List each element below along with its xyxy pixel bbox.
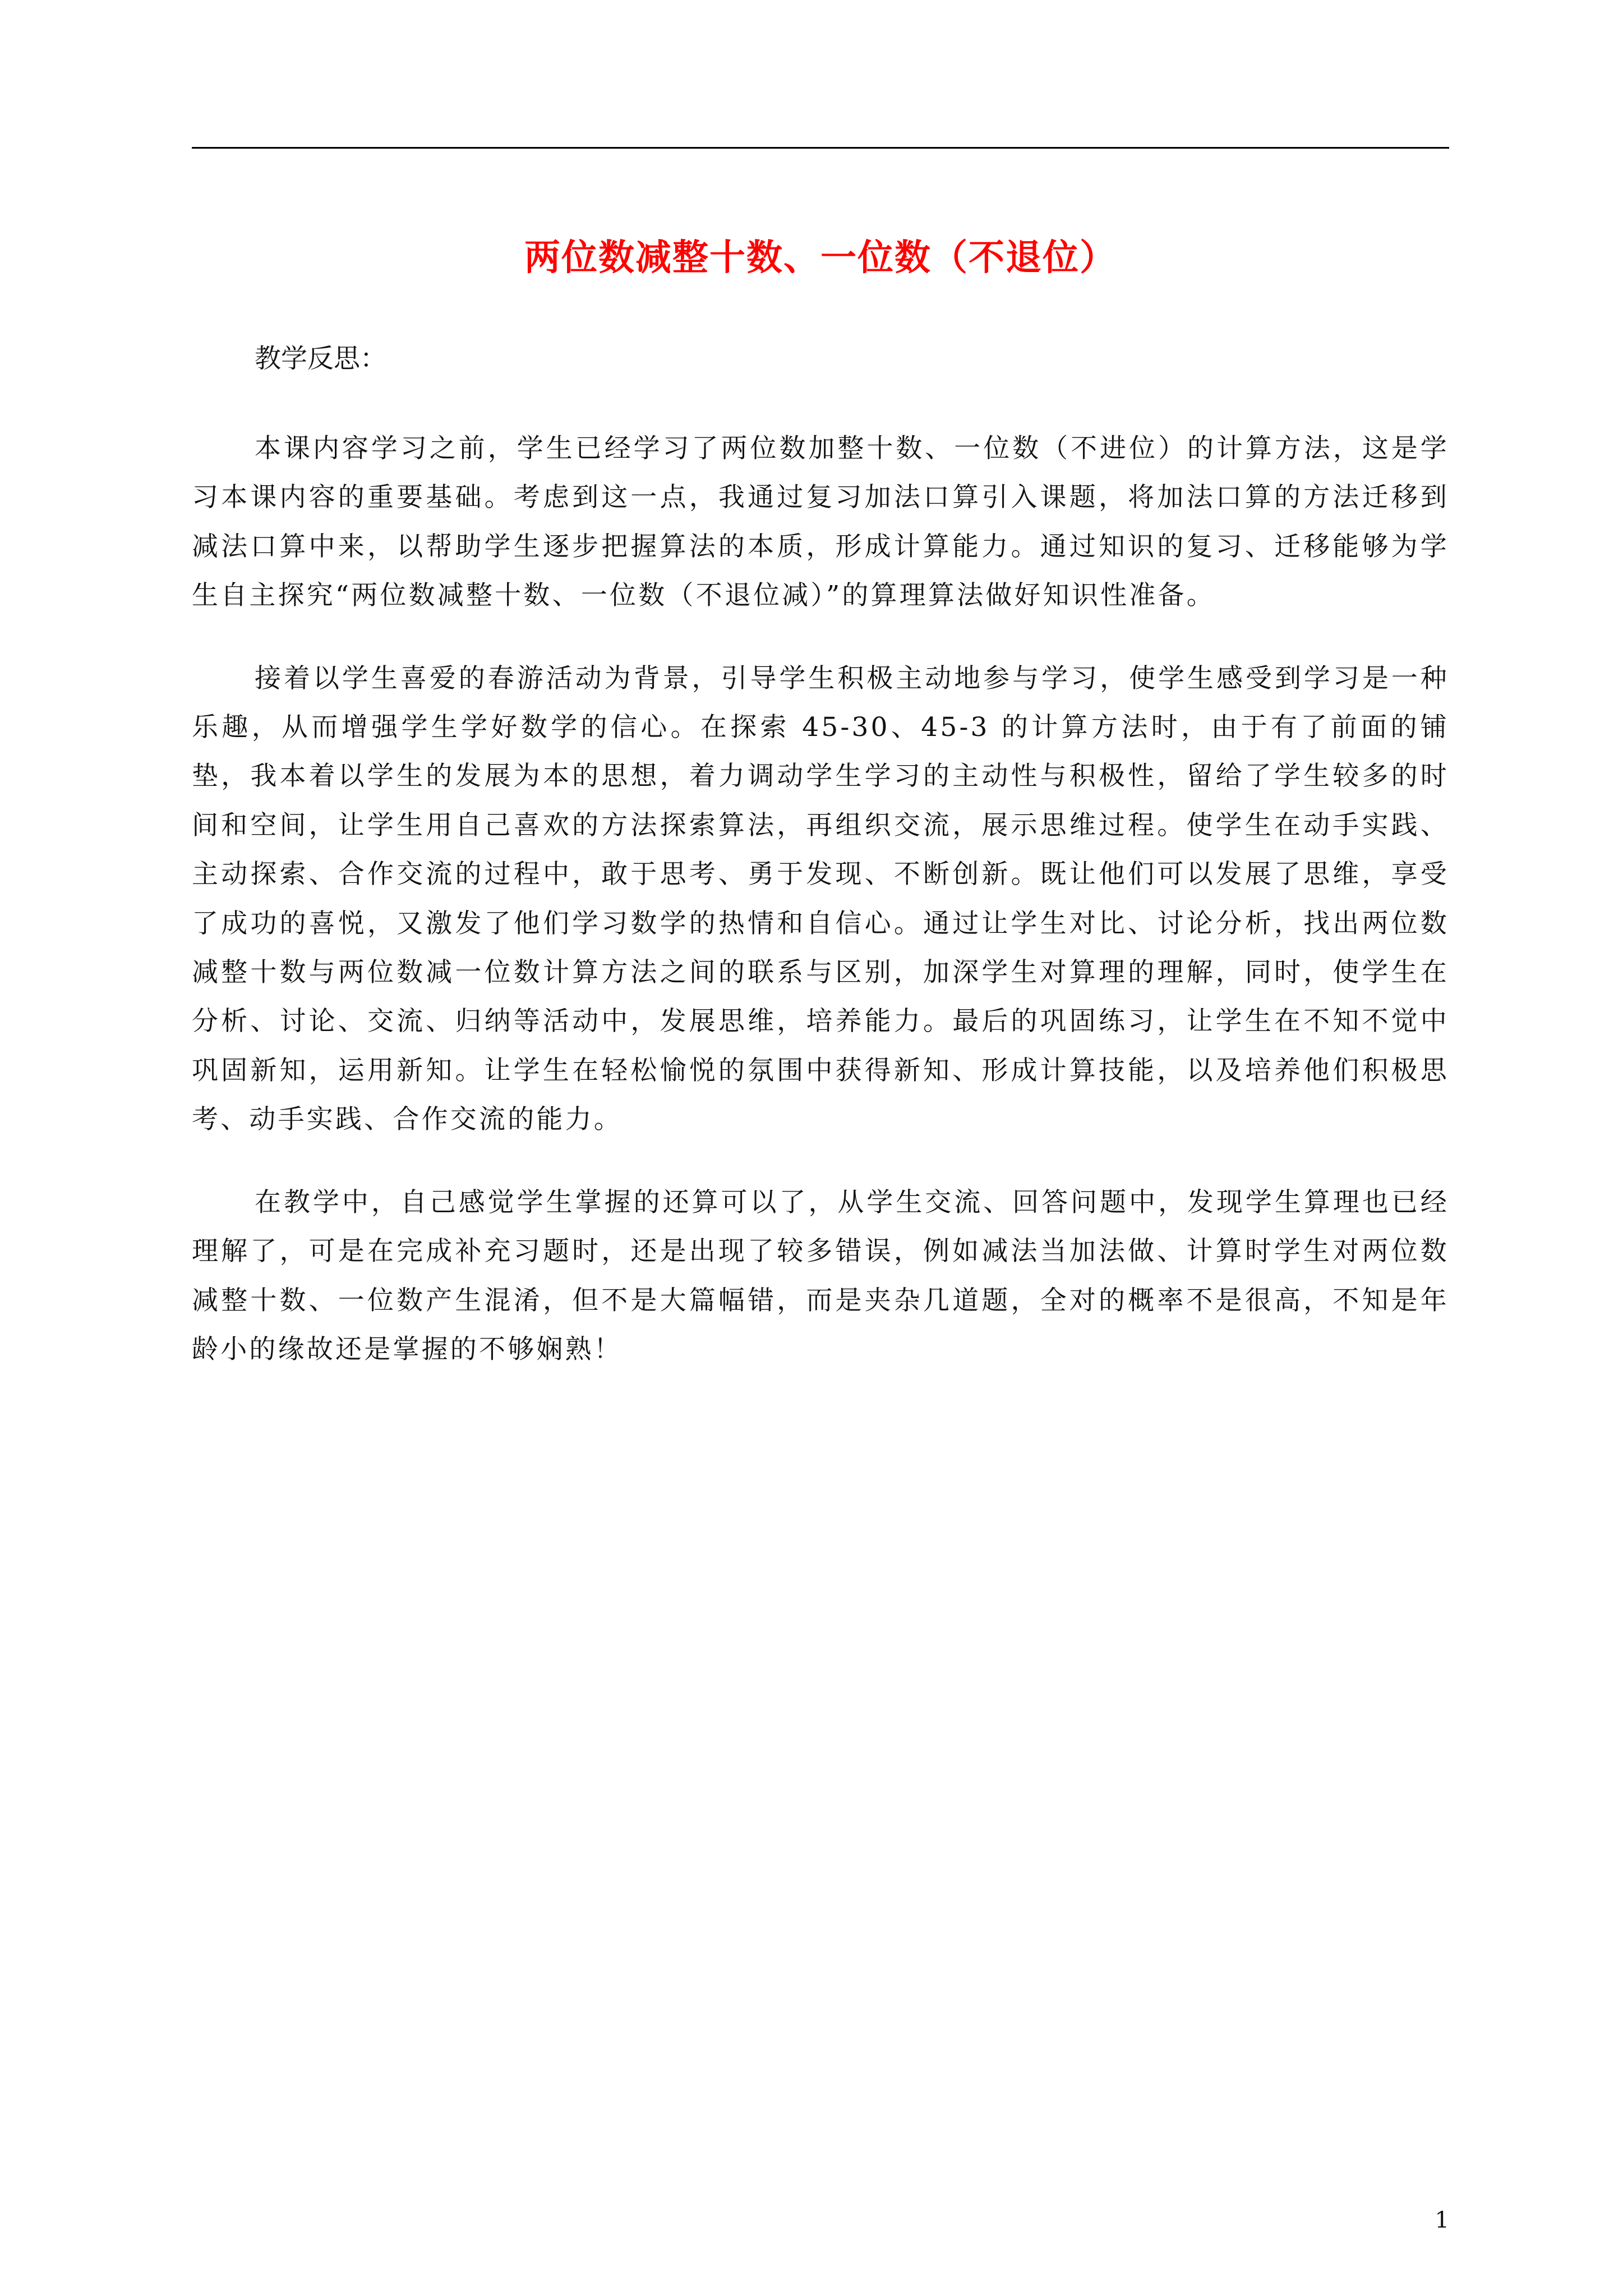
paragraph-3: 在教学中，自己感觉学生掌握的还算可以了，从学生交流、回答问题中，发现学生算理也已经理解了，可是在完成补充习题时，还是出现了较多错误，例如减法当加法做、计算时学生对两位数减整十数、一位数产生混淆，但不是大篇幅错，而是夹杂几道题，全对的概率不是很高，不知是年龄小的缘故还是掌握的不够娴熟！ [192, 1186, 1449, 1365]
header-rule [192, 147, 1449, 149]
section-label: 教学反思： [255, 343, 386, 374]
document-title: 两位数减整十数、一位数（不退位） [524, 237, 1117, 279]
paragraph-1: 本课内容学习之前，学生已经学习了两位数加整十数、一位数（不进位）的计算方法，这是学习本课内容的重要基础。考虑到这一点，我通过复习加法口算引入课题，将加法口算的方法迁移到减法口算中来，以帮助学生逐步把握算法的本质，形成计算能力。通过知识的复习、迁移能够为学生自主探究“两位数减整十数、一位数（不退位减）”的算理算法做好知识性准备。 [192, 433, 1449, 611]
page-number: 1 [1435, 2207, 1449, 2233]
body-text [192, 424, 1449, 1407]
paragraph-2: 接着以学生喜爱的春游活动为背景，引导学生积极主动地参与学习，使学生感受到学习是一种乐趣，从而增强学生学好数学的信心。在探索 45-30、45-3 的计算方法时，由于有了前面的铺垫，我本着以学生的发展为本的思想，着力调动学生学习的主动性与积极性，留给了学生较多的时间和空间，让学生用自己喜欢的方法探索算法，再组织交流，展示思维过程。使学生在动手实践、主动探索、合作交流的过程中，敢于思考、勇于发现、不断创新。既让他们可以发展了思维，享受了成功的喜悦，又激发了他们学习数学的热情和自信心。通过让学生对比、讨论分析，找出两位数减整十数与两位数减一位数计算方法之间的联系与区别，加深学生对算理的理解，同时，使学生在分析、讨论、交流、归纳等活动中，发展思维，培养能力。最后的巩固练习，让学生在不知不觉中巩固新知，运用新知。让学生在轻松愉悦的氛围中获得新知、形成计算技能，以及培养他们积极思考、动手实践、合作交流的能力。 [192, 662, 1449, 1135]
